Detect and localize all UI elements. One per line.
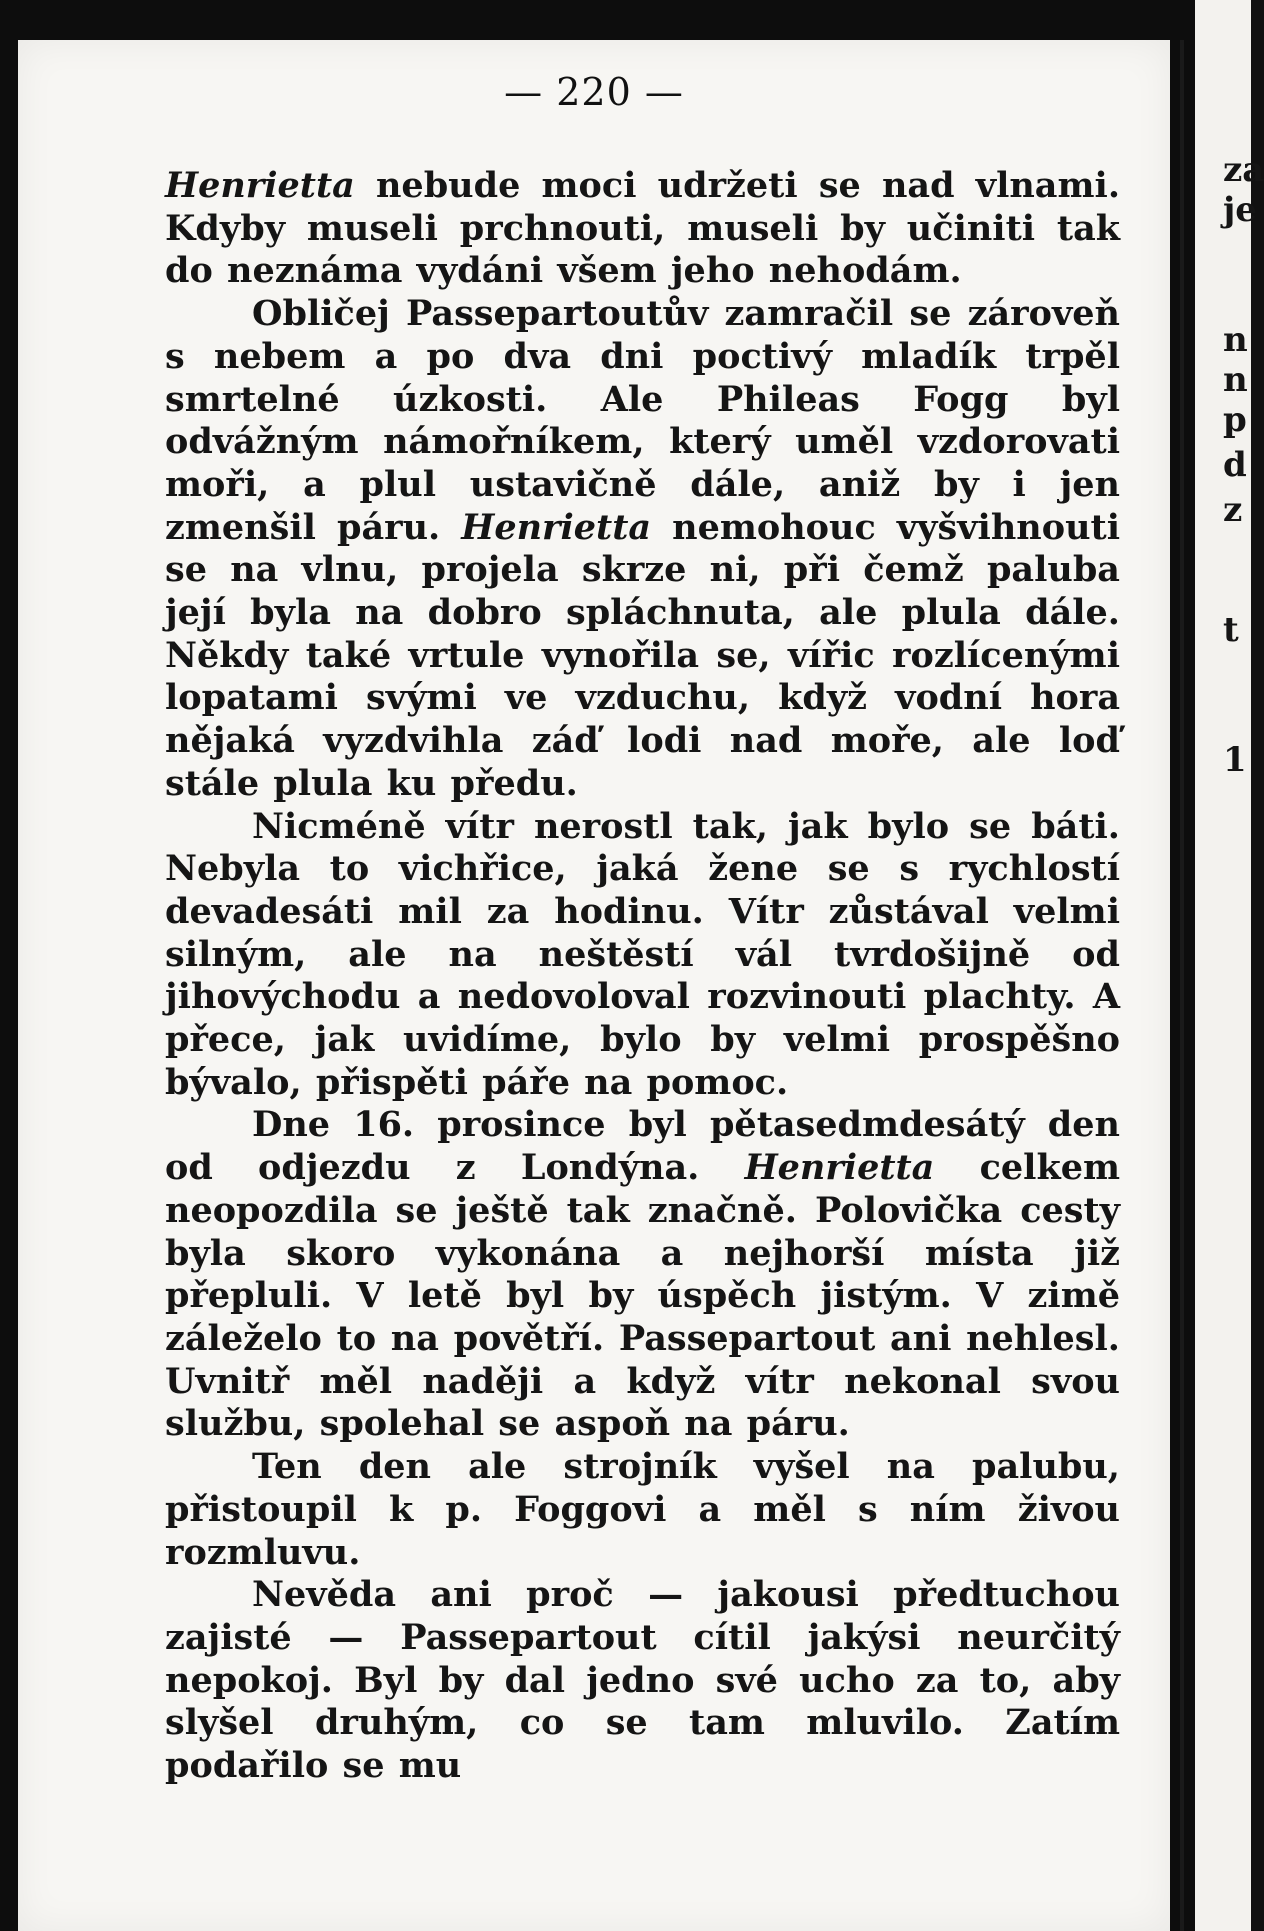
paragraph bbox=[165, 1574, 1120, 1788]
text-run: Dne 16. prosince byl pětasedmdesátý den od odjezdu z Londýna. bbox=[165, 1104, 1120, 1189]
paragraph bbox=[165, 1104, 1120, 1446]
ship-name-italic: Henrietta bbox=[165, 165, 355, 206]
text-run: celkem neopozdila se ještě tak značně. Polovička cesty byla skoro vykonána a nejhorší místa již přepluli. V letě byl by úspěch jistým. V zimě záleželo to na povětří. Passepartout ani nehlesl. Uvnitř měl naději a když vítr nekonal svou službu, spolehal se aspoň na páru. bbox=[165, 1147, 1120, 1445]
adjacent-page-fragment: je bbox=[1223, 190, 1257, 230]
ship-name-italic: Henrietta bbox=[744, 1147, 935, 1189]
adjacent-page-edge bbox=[1195, 0, 1264, 1931]
text-run: Nicméně vítr nerostl tak, jak bylo se báti. Nebyla to vichřice, jaká žene se s rychlostí devadesáti mil za hodinu. Vítr zůstával velmi silným, ale na neštěstí vál tvrdošijně od jihovýchodu a nedovoloval rozvinouti plachty. A přece, jak uvidíme, bylo by velmi prospěšno bývalo, přispěti páře na pomoc. bbox=[165, 805, 1120, 1103]
page-gutter-shadow bbox=[1180, 40, 1184, 1931]
page-number: — 220 — bbox=[504, 70, 684, 114]
paragraph bbox=[165, 165, 1120, 293]
text-run: Nevěda ani proč — jakousi předtuchou zajisté — Passepartout cítil jakýsi neurčitý nepokoj. Byl by dal jedno své ucho za to, aby slyšel druhým, co se tam mluvilo. Zatím podařilo se mu bbox=[165, 1574, 1120, 1787]
paragraph bbox=[165, 293, 1120, 805]
text-run: nebude moci udržeti se nad vlnami. Kdyby museli prchnouti, museli by učiniti tak do neznáma vydáni všem jeho nehodám. bbox=[165, 165, 1120, 292]
adjacent-page-fragment: n bbox=[1223, 360, 1248, 400]
page-body-text bbox=[165, 165, 1120, 1788]
adjacent-page-fragment: d bbox=[1223, 445, 1247, 485]
adjacent-page-fragment: 1 bbox=[1223, 740, 1247, 780]
adjacent-page-fragment: n bbox=[1223, 320, 1248, 360]
text-run: nemohouc vyšvihnouti se na vlnu, projela skrze ni, při čemž paluba její byla na dobro spláchnuta, ale plula dále. Někdy také vrtule vynořila se, vířic rozlícenými lopatami svými ve vzduchu, když vodní hora nějaká vyzdvihla záď lodi nad moře, ale loď stále plula ku předu. bbox=[165, 506, 1120, 804]
adjacent-page-fragment: z bbox=[1223, 490, 1243, 530]
adjacent-page-fragment: t bbox=[1223, 610, 1239, 650]
paragraph bbox=[165, 806, 1120, 1105]
book-page bbox=[18, 40, 1170, 1931]
text-run: Ten den ale strojník vyšel na palubu, přistoupil k p. Foggovi a měl s ním živou rozmluvu. bbox=[165, 1446, 1120, 1573]
text-run: Obličej Passepartoutův zamračil se zároveň s nebem a po dva dni poctivý mladík trpěl smrtelné úzkosti. Ale Phileas Fogg byl odvážným námořníkem, který uměl vzdorovati moři, a plul ustavičně dále, aniž by i jen zmenšil páru. bbox=[165, 293, 1120, 548]
adjacent-page-fragment: za bbox=[1223, 150, 1264, 190]
ship-name-italic: Henrietta bbox=[461, 506, 652, 548]
paragraph bbox=[165, 1446, 1120, 1574]
adjacent-page-fragment: p bbox=[1223, 400, 1247, 440]
